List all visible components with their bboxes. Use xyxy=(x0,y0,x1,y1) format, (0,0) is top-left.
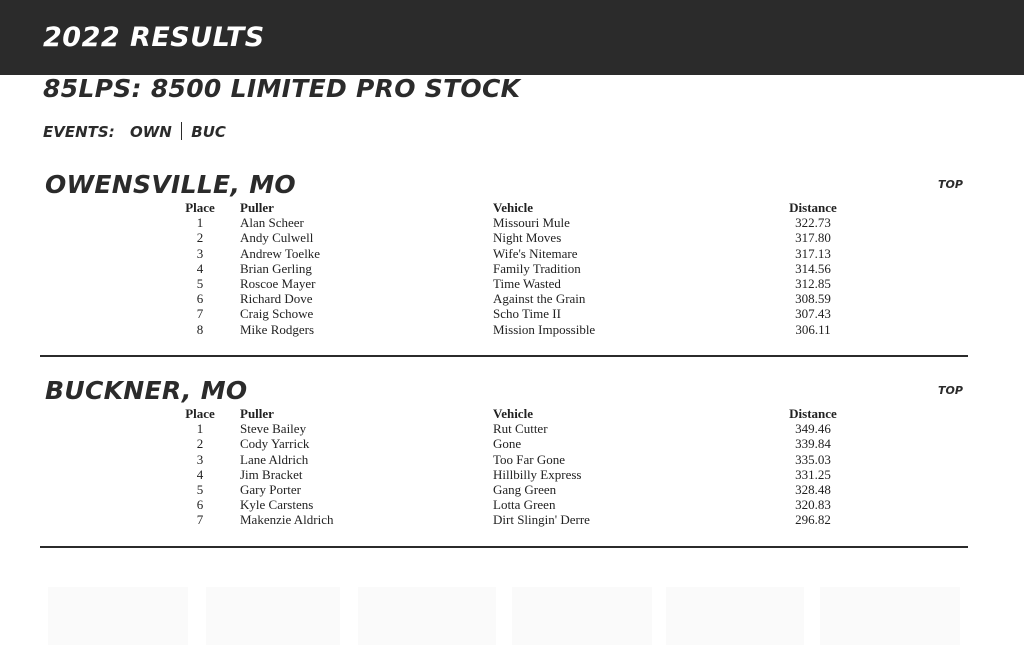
table-row xyxy=(160,246,853,261)
place-cell: 5 xyxy=(196,482,204,498)
page-title: 2022 RESULTS xyxy=(43,22,265,53)
puller-cell: Craig Schowe xyxy=(240,306,314,322)
distance-cell: 296.82 xyxy=(795,512,831,528)
place-cell: 6 xyxy=(196,291,204,307)
puller-cell: Kyle Carstens xyxy=(240,497,314,513)
vehicle-cell: Scho Time II xyxy=(493,306,561,322)
distance-cell: 317.13 xyxy=(795,245,831,261)
events-label: EVENTS: xyxy=(43,123,115,141)
column-header-distance: Distance xyxy=(789,406,837,421)
distance-cell: 306.11 xyxy=(795,321,831,337)
column-header-puller: Puller xyxy=(240,406,274,421)
column-header-place: Place xyxy=(185,406,215,421)
distance-cell: 320.83 xyxy=(795,497,831,513)
place-cell: 5 xyxy=(196,276,204,292)
table-row xyxy=(160,215,853,230)
puller-cell: Gary Porter xyxy=(240,482,302,498)
section-divider xyxy=(40,546,968,548)
top-link[interactable]: TOP xyxy=(938,178,963,191)
column-header-distance: Distance xyxy=(789,200,837,215)
puller-cell: Jim Bracket xyxy=(240,466,303,482)
table-row xyxy=(160,467,853,482)
vehicle-cell: Too Far Gone xyxy=(493,451,566,467)
distance-cell: 335.03 xyxy=(795,451,831,467)
place-cell: 4 xyxy=(196,466,204,482)
distance-cell: 317.80 xyxy=(795,230,831,246)
table-row xyxy=(160,261,853,276)
sponsor-logo-placeholder xyxy=(512,587,652,645)
sponsor-strip xyxy=(48,587,960,645)
vehicle-cell: Wife's Nitemare xyxy=(493,245,578,261)
sponsor-logo-placeholder xyxy=(206,587,340,645)
vehicle-cell: Missouri Mule xyxy=(493,215,570,231)
sponsor-logo-placeholder xyxy=(358,587,496,645)
puller-cell: Alan Scheer xyxy=(240,215,304,231)
puller-cell: Steve Bailey xyxy=(240,421,307,437)
results-table xyxy=(160,406,853,528)
vehicle-cell: Rut Cutter xyxy=(493,421,548,437)
events-separator xyxy=(181,122,182,140)
place-cell: 2 xyxy=(196,436,204,452)
puller-cell: Mike Rodgers xyxy=(240,321,315,337)
table-row xyxy=(160,306,853,321)
event-link-buc[interactable]: BUC xyxy=(191,123,226,141)
puller-cell: Makenzie Aldrich xyxy=(240,512,334,528)
table-row xyxy=(160,452,853,467)
distance-cell: 314.56 xyxy=(795,260,831,276)
events-nav xyxy=(43,122,226,142)
table-row xyxy=(160,230,853,245)
table-row xyxy=(160,421,853,436)
vehicle-cell: Mission Impossible xyxy=(493,321,596,337)
distance-cell: 308.59 xyxy=(795,291,831,307)
place-cell: 4 xyxy=(196,260,204,276)
place-cell: 7 xyxy=(196,512,204,528)
table-row xyxy=(160,276,853,291)
table-row xyxy=(160,436,853,451)
vehicle-cell: Against the Grain xyxy=(493,291,586,307)
section-divider xyxy=(40,355,968,357)
puller-cell: Roscoe Mayer xyxy=(240,276,316,292)
puller-cell: Richard Dove xyxy=(240,291,313,307)
puller-cell: Andrew Toelke xyxy=(240,245,321,261)
distance-cell: 339.84 xyxy=(795,436,831,452)
distance-cell: 307.43 xyxy=(795,306,831,322)
column-header-place: Place xyxy=(185,200,215,215)
distance-cell: 312.85 xyxy=(795,276,831,292)
vehicle-cell: Time Wasted xyxy=(493,276,561,292)
sponsor-logo-placeholder xyxy=(666,587,804,645)
place-cell: 3 xyxy=(196,245,204,261)
vehicle-cell: Family Tradition xyxy=(493,260,581,276)
table-row xyxy=(160,291,853,306)
place-cell: 1 xyxy=(196,215,204,231)
sponsor-logo-placeholder xyxy=(820,587,960,645)
vehicle-cell: Lotta Green xyxy=(493,497,556,513)
section-title: BUCKNER, MO xyxy=(45,376,248,405)
section-title: OWENSVILLE, MO xyxy=(45,170,296,199)
table-row xyxy=(160,482,853,497)
table-row xyxy=(160,322,853,337)
vehicle-cell: Dirt Slingin' Derre xyxy=(493,512,590,528)
place-cell: 1 xyxy=(196,421,204,437)
place-cell: 2 xyxy=(196,230,204,246)
column-header-puller: Puller xyxy=(240,200,274,215)
vehicle-cell: Night Moves xyxy=(493,230,562,246)
place-cell: 8 xyxy=(196,321,204,337)
puller-cell: Lane Aldrich xyxy=(240,451,309,467)
vehicle-cell: Gone xyxy=(493,436,522,452)
place-cell: 3 xyxy=(196,451,204,467)
sponsor-logo-placeholder xyxy=(48,587,188,645)
distance-cell: 349.46 xyxy=(795,421,831,437)
column-header-vehicle: Vehicle xyxy=(493,406,533,421)
vehicle-cell: Gang Green xyxy=(493,482,557,498)
event-link-own[interactable]: OWN xyxy=(129,123,172,141)
column-header-vehicle: Vehicle xyxy=(493,200,533,215)
puller-cell: Brian Gerling xyxy=(240,260,312,276)
puller-cell: Andy Culwell xyxy=(240,230,314,246)
class-title: 85LPS: 8500 LIMITED PRO STOCK xyxy=(43,74,521,103)
distance-cell: 322.73 xyxy=(795,215,831,231)
distance-cell: 331.25 xyxy=(795,466,831,482)
table-row xyxy=(160,497,853,512)
table-header-row xyxy=(160,200,853,215)
distance-cell: 328.48 xyxy=(795,482,831,498)
table-row xyxy=(160,512,853,527)
place-cell: 6 xyxy=(196,497,204,513)
puller-cell: Cody Yarrick xyxy=(240,436,310,452)
table-header-row xyxy=(160,406,853,421)
header-banner xyxy=(0,0,1024,75)
place-cell: 7 xyxy=(196,306,204,322)
vehicle-cell: Hillbilly Express xyxy=(493,466,582,482)
results-table xyxy=(160,200,853,337)
top-link[interactable]: TOP xyxy=(938,384,963,397)
